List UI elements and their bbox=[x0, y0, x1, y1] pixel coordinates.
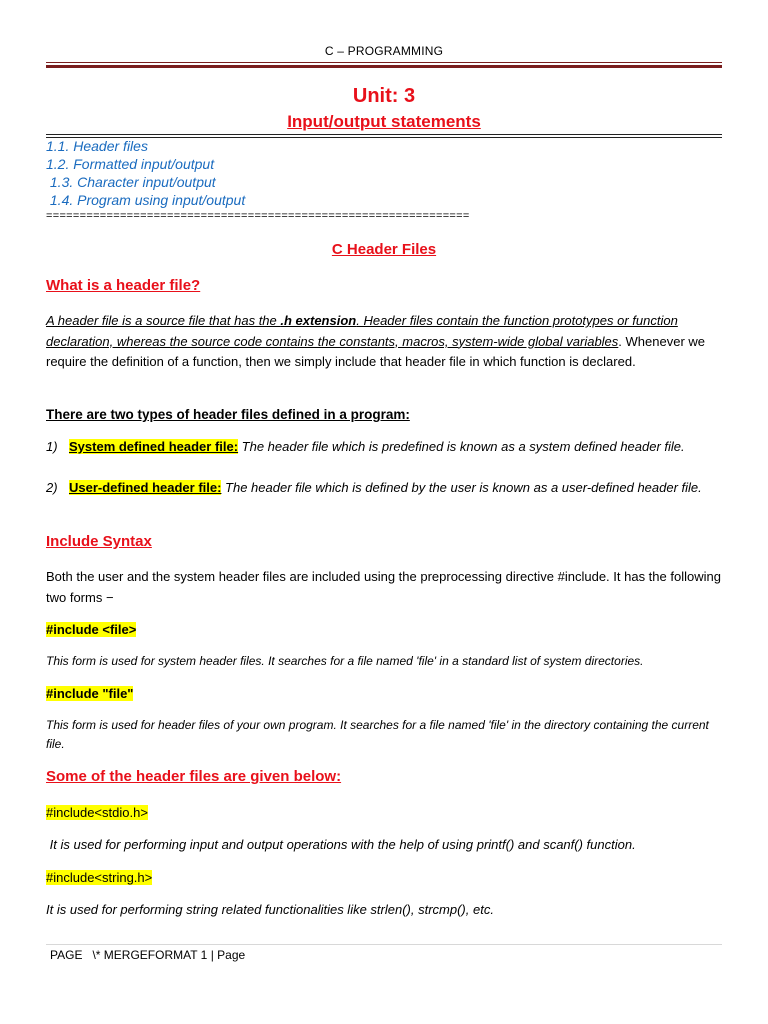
what-is-heading: What is a header file? bbox=[46, 277, 201, 294]
some-headers-heading: Some of the header files are given below: bbox=[46, 768, 342, 785]
include-form-2 bbox=[46, 685, 133, 703]
include-form-1-code: #include <file> bbox=[46, 622, 137, 637]
toc-item-3: 1.3. Character input/output bbox=[46, 174, 216, 190]
header-string-code: #include<string.h> bbox=[46, 870, 153, 885]
footer-rule bbox=[46, 944, 722, 945]
header-rule-thin bbox=[46, 62, 722, 63]
list-item-1-text: The header file which is predefined is known as a system defined header file. bbox=[238, 439, 685, 454]
definition-bold: .h extension bbox=[280, 313, 357, 328]
include-form-1-desc: This form is used for system header files. It searches for a file named 'file' in a standard list of system directories. bbox=[46, 654, 644, 668]
list-item-1 bbox=[69, 437, 725, 458]
header-string-desc: It is used for performing string related functionalities like strlen(), strcmp(), etc. bbox=[46, 902, 494, 917]
include-form-2-code: #include "file" bbox=[46, 686, 134, 701]
running-header: C – PROGRAMMING bbox=[324, 44, 444, 58]
list-item-2 bbox=[69, 478, 725, 499]
list-item-2-label: User-defined header file: bbox=[69, 480, 222, 495]
definition-rest: . Header files contain the function prototypes or function declaration, whereas the source code contains the constants, macros, system-wide global variables bbox=[46, 313, 678, 349]
types-heading: There are two types of header files defined in a program: bbox=[46, 407, 410, 422]
list-item-2-text: The header file which is defined by the user is known as a user-defined header file. bbox=[221, 480, 702, 495]
include-form-2-desc: This form is used for header files of your own program. It searches for a file named 'file' in the directory containing the current file. bbox=[46, 718, 709, 751]
header-stdio bbox=[46, 804, 148, 822]
definition-plain: . Whenever we require the definition of a function, then we simply include that header file in which function is declared. bbox=[46, 333, 705, 369]
toc-item-1: 1.1. Header files bbox=[46, 138, 148, 154]
include-syntax-heading: Include Syntax bbox=[46, 533, 152, 550]
header-string bbox=[46, 869, 152, 887]
section-title: C Header Files bbox=[331, 241, 437, 258]
list-number-2: 2) bbox=[46, 480, 58, 495]
separator-line: =============================================================== bbox=[46, 210, 470, 222]
list-number-1: 1) bbox=[46, 439, 58, 454]
page-footer: PAGE \* MERGEFORMAT 1 | Page bbox=[50, 948, 246, 962]
include-intro: Both the user and the system header files are included using the preprocessing directive #include. It has the following two forms − bbox=[46, 569, 721, 605]
toc-item-2: 1.2. Formatted input/output bbox=[46, 156, 215, 172]
unit-title: Unit: 3 bbox=[352, 85, 416, 107]
include-form-1 bbox=[46, 621, 136, 639]
definition-paragraph bbox=[46, 311, 726, 373]
header-stdio-code: #include<stdio.h> bbox=[46, 805, 148, 820]
definition-prefix: A header file is a source file that has the bbox=[46, 313, 281, 328]
toc-item-4: 1.4. Program using input/output bbox=[46, 192, 246, 208]
header-rule-thick bbox=[46, 65, 722, 68]
list-item-1-label: System defined header file: bbox=[69, 439, 239, 454]
header-stdio-desc: It is used for performing input and output operations with the help of using printf() and scanf() function. bbox=[46, 837, 636, 852]
page-subtitle: Input/output statements bbox=[287, 112, 481, 131]
